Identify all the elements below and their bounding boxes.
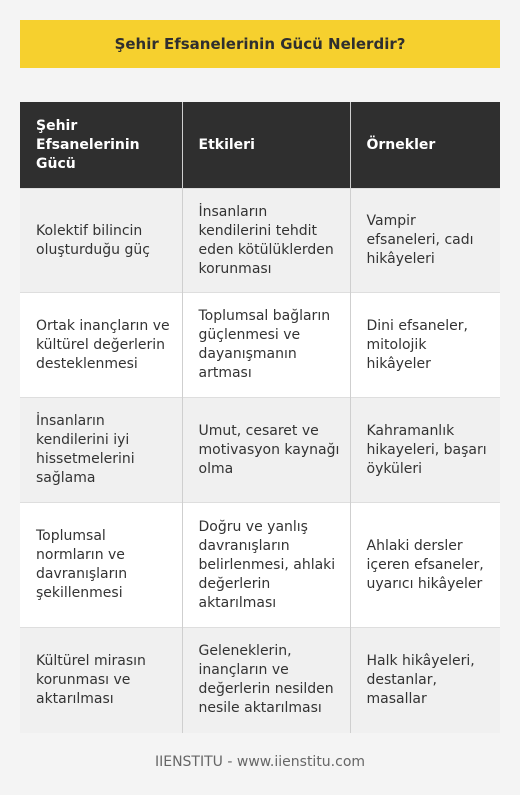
column-header-power: Şehir Efsanelerinin Gücü [20, 102, 182, 189]
table-row [20, 189, 500, 293]
table-cell: Halk hikâyeleri, destanlar, masallar [350, 628, 500, 733]
table-cell: Vampir efsaneleri, cadı hikâyeleri [350, 189, 500, 293]
table-header-row [20, 102, 500, 189]
table-cell: Toplumsal normların ve davranışların şekillenmesi [20, 503, 182, 628]
table-cell: Doğru ve yanlış davranışların belirlenmesi, ahlaki değerlerin aktarılması [182, 503, 350, 628]
column-header-examples: Örnekler [350, 102, 500, 189]
table-cell: Geleneklerin, inançların ve değerlerin nesilden nesile aktarılması [182, 628, 350, 733]
urban-legends-table [20, 102, 500, 733]
column-header-effects: Etkileri [182, 102, 350, 189]
table-row [20, 293, 500, 398]
table-cell: Ahlaki dersler içeren efsaneler, uyarıcı hikâyeler [350, 503, 500, 628]
table-row [20, 398, 500, 503]
title-banner [20, 20, 500, 68]
table-cell: Kültürel mirasın korunması ve aktarılması [20, 628, 182, 733]
table-cell: Ortak inançların ve kültürel değerlerin desteklenmesi [20, 293, 182, 398]
table-cell: İnsanların kendilerini tehdit eden kötülüklerden korunması [182, 189, 350, 293]
footer-credit: IIENSTITU - www.iienstitu.com [154, 754, 366, 770]
table-row [20, 628, 500, 733]
table-row [20, 503, 500, 628]
table-cell: Kahramanlık hikayeleri, başarı öyküleri [350, 398, 500, 503]
table-cell: Toplumsal bağların güçlenmesi ve dayanışmanın artması [182, 293, 350, 398]
table-cell: İnsanların kendilerini iyi hissetmelerini sağlama [20, 398, 182, 503]
table-cell: Dini efsaneler, mitolojik hikâyeler [350, 293, 500, 398]
table-cell: Kolektif bilincin oluşturduğu güç [20, 189, 182, 293]
table-cell: Umut, cesaret ve motivasyon kaynağı olma [182, 398, 350, 503]
page-title: Şehir Efsanelerinin Gücü Nelerdir? [114, 35, 406, 53]
